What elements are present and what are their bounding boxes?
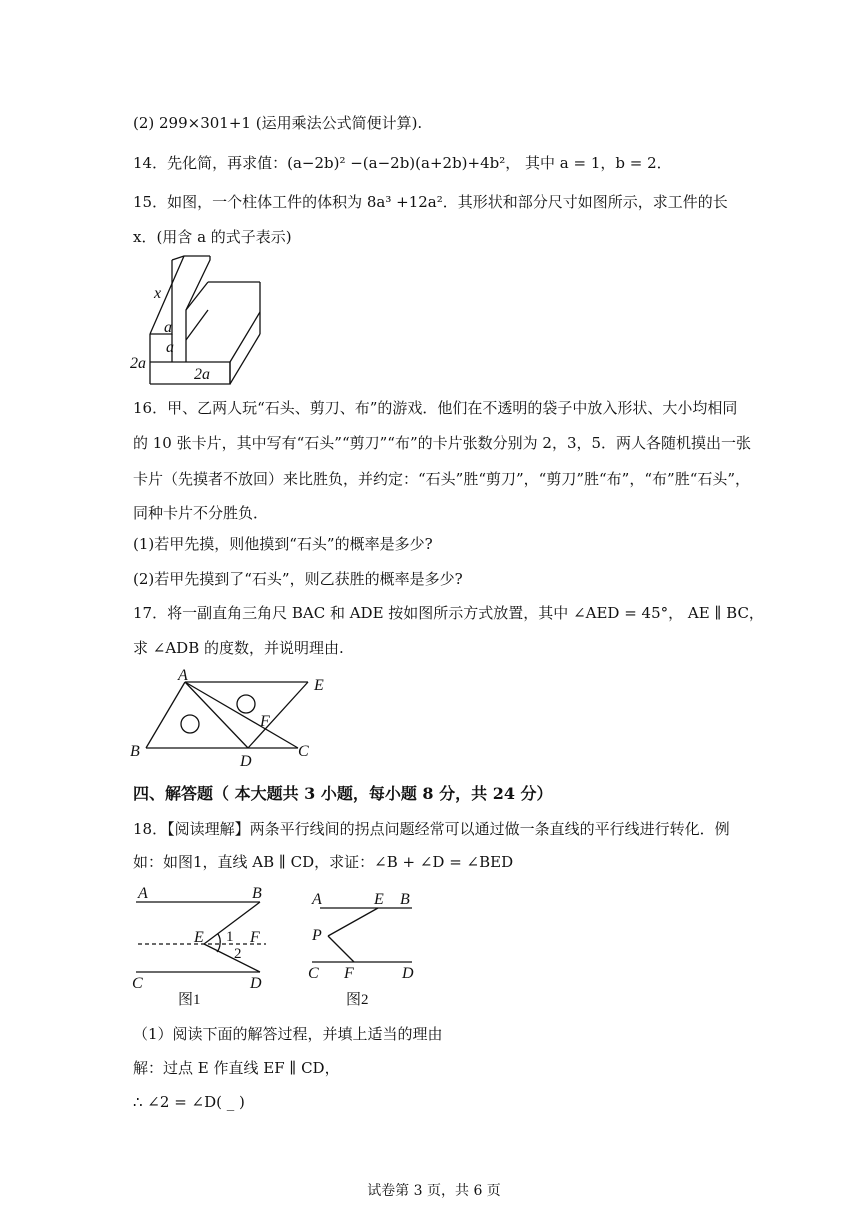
fig2-label-F: F — [344, 965, 354, 982]
fig2-label-C: C — [308, 965, 319, 982]
figure-15-prism — [128, 252, 278, 392]
question-17-line1: 17．将一副直角三角尺 BAC 和 ADE 按如图所示方式放置，其中 ∠AED = 45°， AE ∥ BC， — [133, 604, 764, 622]
label-D: D — [240, 753, 252, 770]
fig1-label-A: A — [138, 885, 148, 902]
fig1-caption: 图1 — [178, 992, 201, 1008]
question-16-line1: 16．甲、乙两人玩“石头、剪刀、布”的游戏．他们在不透明的袋子中放入形状、大小均相同 — [133, 399, 738, 417]
fig1-label-D: D — [250, 975, 262, 992]
question-15-line2: x．(用含 a 的式子表示) — [133, 228, 292, 246]
fig2-caption: 图2 — [346, 992, 369, 1008]
question-18-line1: 18．【阅读理解】两条平行线间的拐点问题经常可以通过做一条直线的平行线进行转化．例 — [133, 820, 730, 838]
label-a-mid: a — [166, 339, 174, 356]
question-17-line2: 求 ∠ADB 的度数，并说明理由. — [133, 639, 344, 657]
label-B: B — [130, 743, 140, 760]
label-x: x — [154, 285, 162, 302]
fig2-label-P: P — [312, 927, 322, 944]
fig1-label-E: E — [194, 929, 204, 946]
fig1-label-B: B — [252, 885, 262, 902]
fig2-label-E: E — [374, 891, 384, 908]
question-18-line2: 如：如图1，直线 AB ∥ CD，求证：∠B + ∠D = ∠BED — [133, 853, 514, 871]
question-16-part2: (2)若甲先摸到了“石头”，则乙获胜的概率是多少? — [133, 570, 463, 588]
fig1-label-F: F — [250, 929, 260, 946]
question-14: 14．先化简，再求值：(a−2b)² −(a−2b)(a+2b)+4b²， 其中 a = 1，b = 2． — [133, 154, 672, 172]
figure-18-fig1 — [128, 882, 288, 1012]
fig1-label-C: C — [132, 975, 143, 992]
fig2-label-B: B — [400, 891, 410, 908]
fig1-angle-2: 2 — [234, 946, 242, 962]
line-q13-2: (2) 299×301+1 (运用乘法公式简便计算). — [133, 114, 423, 132]
solution-line1: 解：过点 E 作直线 EF ∥ CD， — [133, 1059, 340, 1077]
question-18-part1: （1）阅读下面的解答过程，并填上适当的理由 — [133, 1025, 443, 1043]
fig2-label-A: A — [312, 891, 322, 908]
label-E: E — [314, 677, 324, 694]
label-A: A — [178, 667, 188, 684]
question-16-line3: 卡片（先摸者不放回）来比胜负，并约定：“石头”胜“剪刀”，“剪刀”胜“布”，“布”胜“石头”， — [133, 470, 751, 488]
label-2a-bottom: 2a — [194, 366, 210, 383]
fig2-label-D: D — [402, 965, 414, 982]
figure-17-set-squares — [128, 668, 348, 768]
solution-line2: ∴ ∠2 = ∠D( _ ) — [133, 1093, 245, 1111]
question-16-part1: (1)若甲先摸，则他摸到“石头”的概率是多少? — [133, 535, 433, 553]
page-footer: 试卷第 3 页，共 6 页 — [367, 1183, 501, 1199]
label-2a-left: 2a — [130, 355, 146, 372]
question-16-line2: 的 10 张卡片，其中写有“石头”“剪刀”“布”的卡片张数分别为 2，3，5．两人各随机摸出一张 — [133, 434, 752, 452]
label-C: C — [298, 743, 309, 760]
figure-18-fig2 — [306, 882, 436, 1012]
label-F: F — [260, 713, 270, 730]
label-a-top: a — [164, 319, 172, 336]
question-16-line4: 同种卡片不分胜负． — [133, 504, 269, 522]
fig1-angle-1: 1 — [226, 929, 234, 945]
section-4-heading: 四、解答题（ 本大题共 3 小题，每小题 8 分，共 24 分） — [133, 784, 553, 803]
question-15-line1: 15．如图，一个柱体工件的体积为 8a³ +12a²．其形状和部分尺寸如图所示，求工件的长 — [133, 193, 728, 211]
